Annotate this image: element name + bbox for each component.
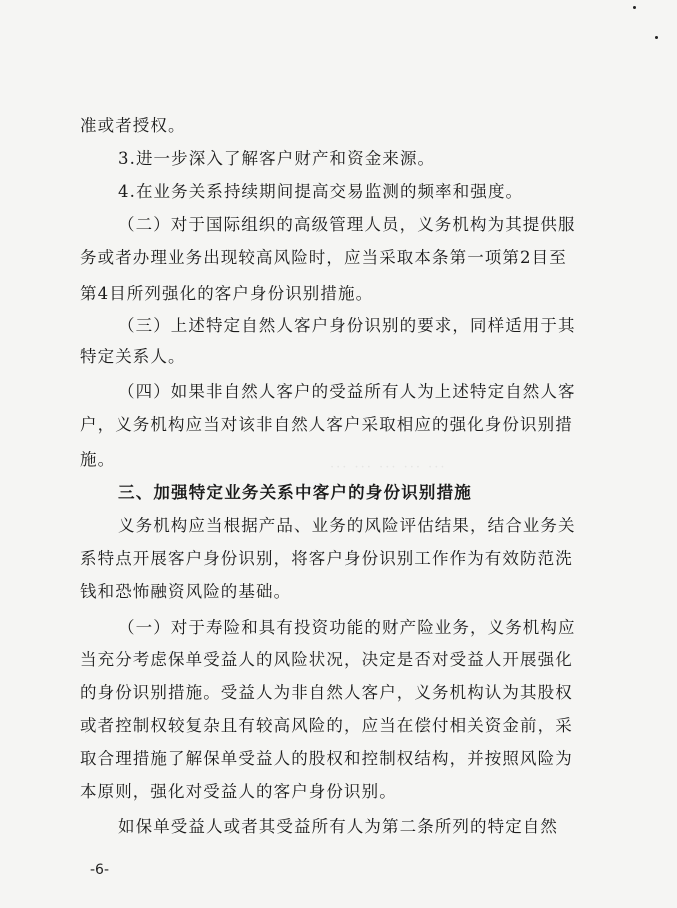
paragraph-line: 4.在业务关系持续期间提高交易监测的频率和强度。 xyxy=(118,182,524,201)
paragraph-line: （一）对于寿险和具有投资功能的财产险业务，义务机构应 xyxy=(118,618,576,637)
paragraph-line: （四）如果非自然人客户的受益所有人为上述特定自然人客 xyxy=(118,382,576,401)
paragraph-line: 第4目所列强化的客户身份识别措施。 xyxy=(80,284,374,303)
scan-speck xyxy=(633,6,636,9)
paragraph-line: 钱和恐怖融资风险的基础。 xyxy=(80,582,292,601)
scan-speck xyxy=(655,36,658,39)
paragraph-line: 或者控制权较复杂且有较高风险的，应当在偿付相关资金前，采 xyxy=(80,716,573,735)
paragraph-line: 本原则，强化对受益人的客户身份识别。 xyxy=(80,782,397,801)
paragraph-line: 如保单受益人或者其受益所有人为第二条所列的特定自然 xyxy=(118,817,558,836)
page-number: -6- xyxy=(90,862,110,878)
bleed-through-text: ··· ··· ··· ··· ··· xyxy=(330,460,447,475)
paragraph-line: 特定关系人。 xyxy=(80,347,186,366)
paragraph-line: （二）对于国际组织的高级管理人员，义务机构为其提供服 xyxy=(118,215,576,234)
paragraph-line: 3.进一步深入了解客户财产和资金来源。 xyxy=(118,149,436,168)
paragraph-line: 当充分考虑保单受益人的风险状况，决定是否对受益人开展强化 xyxy=(80,650,573,669)
paragraph-line: 准或者授权。 xyxy=(80,116,186,135)
paragraph-line: 务或者办理业务出现较高风险时，应当采取本条第一项第2目至 xyxy=(80,248,567,267)
paragraph-line: （三）上述特定自然人客户身份识别的要求，同样适用于其 xyxy=(118,316,576,335)
paragraph-line: 义务机构应当根据产品、业务的风险评估结果，结合业务关 xyxy=(118,516,576,535)
paragraph-line: 户，义务机构应当对该非自然人客户采取相应的强化身份识别措 xyxy=(80,415,573,434)
paragraph-line: 的身份识别措施。受益人为非自然人客户，义务机构认为其股权 xyxy=(80,683,573,702)
paragraph-line: 系特点开展客户身份识别，将客户身份识别工作作为有效防范洗 xyxy=(80,549,573,568)
paragraph-line: 施。 xyxy=(80,450,116,469)
section-heading: 三、加强特定业务关系中客户的身份识别措施 xyxy=(118,483,472,502)
paragraph-line: 取合理措施了解保单受益人的股权和控制权结构，并按照风险为 xyxy=(80,749,573,768)
